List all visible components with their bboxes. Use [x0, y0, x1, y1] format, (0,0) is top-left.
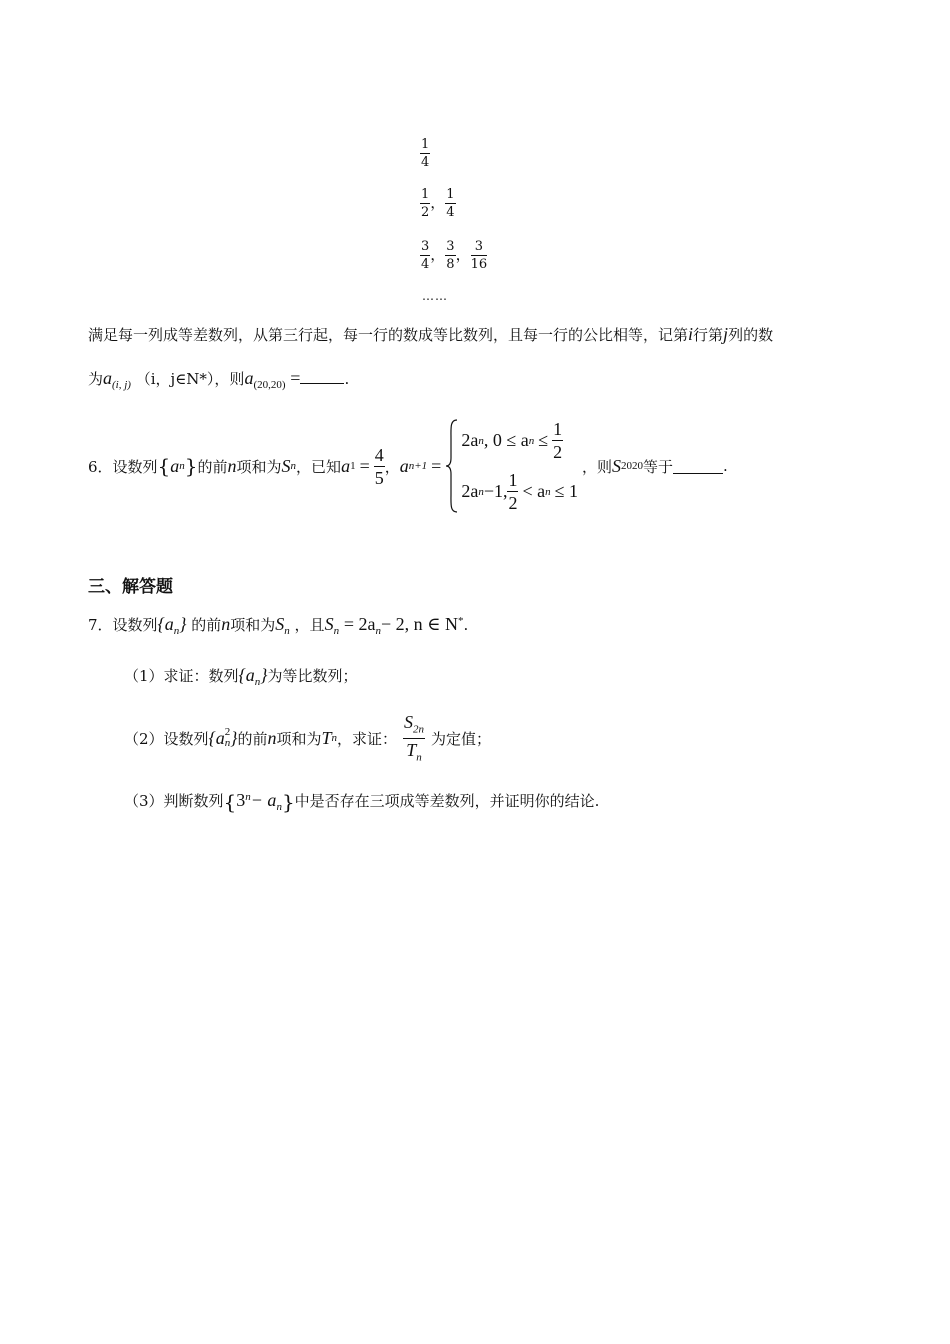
set-expr: {a [208, 727, 225, 748]
var-s: S [612, 455, 622, 476]
piecewise [445, 418, 578, 514]
var-s: S [275, 614, 285, 634]
equals: = [290, 368, 301, 388]
q6-text: 6．设数列 [88, 457, 158, 476]
case-text: ≤ 1 [554, 481, 579, 501]
q7-text: （2）设数列 [124, 729, 209, 748]
fraction-triangle-row-3 [420, 240, 487, 271]
q7-text: 项和为 [230, 616, 276, 634]
subscript: n+1 [408, 460, 428, 472]
superscript: 2 [224, 726, 231, 738]
period: . [344, 370, 350, 388]
var-i: i [688, 324, 694, 344]
superscript: * [457, 615, 464, 627]
fraction-triangle-row-1 [420, 138, 430, 169]
var-s: S [281, 455, 291, 476]
q5-text: 行第 [693, 326, 724, 344]
q7-text: 的前 [191, 616, 222, 634]
fraction: $\frac{3}{16}$ [470, 239, 488, 272]
period: . [463, 616, 469, 634]
q6-text: 等于 [643, 457, 674, 476]
q5-text: 列的数 [728, 326, 774, 344]
subscript: n [290, 460, 297, 472]
subscript: n [276, 801, 282, 813]
q6-text: ，则 [582, 457, 613, 476]
set-expr: } [260, 665, 268, 685]
fraction: $\frac{3}{8}$ [446, 239, 455, 272]
fraction-4-5: $\frac{4}{5}$ [374, 444, 384, 488]
equals: = [359, 455, 370, 476]
left-brace [445, 418, 459, 514]
case-2 [461, 471, 578, 512]
q6-text: ， [384, 457, 400, 476]
subscript: (i, j) [112, 379, 131, 391]
q6-text: 的前 [197, 457, 228, 476]
fraction-s2n-tn: $\frac{S_{2n}}{T_n}$ [404, 711, 425, 764]
subscript: n [224, 737, 231, 749]
q5-text: 满足每一列成等差数列，从第三行起，每一行的数成等比数列，且每一行的公比相等，记第 [88, 326, 689, 344]
answer-blank[interactable] [300, 369, 344, 384]
subscript: n [331, 732, 337, 744]
var-n: n [227, 455, 237, 476]
subscript: n [478, 485, 484, 498]
fraction-half: $\frac{1}{2}$ [553, 419, 563, 462]
formula: = 2a [343, 614, 376, 634]
q5-line-2 [88, 368, 349, 391]
subscript: n [254, 676, 261, 688]
subscript: 1 [350, 460, 356, 472]
period: . [723, 457, 728, 475]
q5-text: （i，j∈N*），则 [135, 370, 245, 388]
case-text: ≤ [538, 430, 549, 450]
formula: − 2, n ∈ N [380, 614, 458, 634]
subscript: n [173, 625, 180, 637]
q7-text: 中是否存在三项成等差数列，并证明你的结论. [294, 792, 600, 810]
var-n: n [267, 727, 277, 748]
var-s: S [324, 614, 334, 634]
brace: } [281, 790, 295, 814]
equals: = [431, 455, 442, 476]
q7-part-2 [124, 712, 491, 764]
q7-text: （1）求证：数列 [124, 667, 239, 685]
q7-part-3 [124, 790, 599, 814]
q7-part-1 [124, 665, 357, 688]
q7-text: 7．设数列 [88, 616, 158, 634]
formula: 3 [236, 790, 246, 810]
q7-text: 为定值； [431, 729, 492, 748]
q5-line-1 [88, 324, 773, 345]
case-1 [461, 420, 578, 461]
separator: ， [455, 245, 471, 264]
set-expr: {a [157, 614, 174, 634]
var-j: j [723, 324, 729, 344]
ellipsis: …… [422, 289, 448, 303]
var-a: a [244, 368, 254, 388]
subscript: n [528, 434, 535, 447]
separator: ， [430, 193, 446, 212]
fraction: $\frac{1}{4}$ [446, 187, 455, 220]
brace: { [223, 790, 237, 814]
q5-text: 为 [88, 370, 104, 388]
q6-text: 项和为 [236, 457, 282, 476]
subscript: n [284, 625, 290, 637]
case-text: 2a [461, 430, 479, 450]
var-t: T [321, 727, 332, 748]
subscript: n [545, 485, 551, 498]
var-a: a [103, 368, 113, 388]
var-a: a [341, 455, 351, 476]
q6-line [88, 418, 728, 514]
formula: − a [250, 790, 277, 810]
subscript: (20,20) [253, 379, 286, 391]
fraction-triangle-row-2 [420, 188, 456, 219]
q7-text: ，且 [294, 616, 325, 634]
subscript: n [478, 434, 484, 447]
fraction: $\frac{1}{4}$ [421, 137, 430, 170]
case-text: 2a [461, 481, 479, 501]
q6-text: ，已知 [296, 457, 342, 476]
q7-text: 的前 [237, 729, 268, 748]
fraction: $\frac{1}{2}$ [421, 187, 430, 220]
brace: { [157, 454, 171, 478]
set-expr: } [230, 727, 238, 748]
q7-text: 项和为 [276, 729, 322, 748]
var-a: a [170, 455, 180, 476]
case-text: < a [522, 481, 546, 501]
var-a: a [399, 455, 409, 476]
section-title: 三、解答题 [88, 577, 173, 597]
subscript: n [375, 625, 381, 637]
subscript: n [179, 460, 185, 472]
case-text: −1, [483, 481, 508, 501]
subscript: n [333, 625, 340, 637]
superscript: n [245, 791, 251, 803]
set-expr: } [179, 614, 187, 634]
case-text: , 0 ≤ a [483, 430, 529, 450]
q7-text: ，求证： [337, 729, 398, 748]
separator: ， [430, 245, 446, 264]
brace: } [184, 454, 198, 478]
var-n: n [221, 614, 231, 634]
fraction-half: $\frac{1}{2}$ [508, 470, 518, 513]
set-expr: {a [238, 665, 255, 685]
fraction: $\frac{3}{4}$ [421, 239, 430, 272]
q7-text: （3）判断数列 [124, 792, 224, 810]
subscript: 2020 [621, 460, 644, 472]
answer-blank[interactable] [673, 459, 723, 474]
q7-stem [88, 614, 468, 637]
q7-text: 为等比数列； [267, 667, 358, 685]
